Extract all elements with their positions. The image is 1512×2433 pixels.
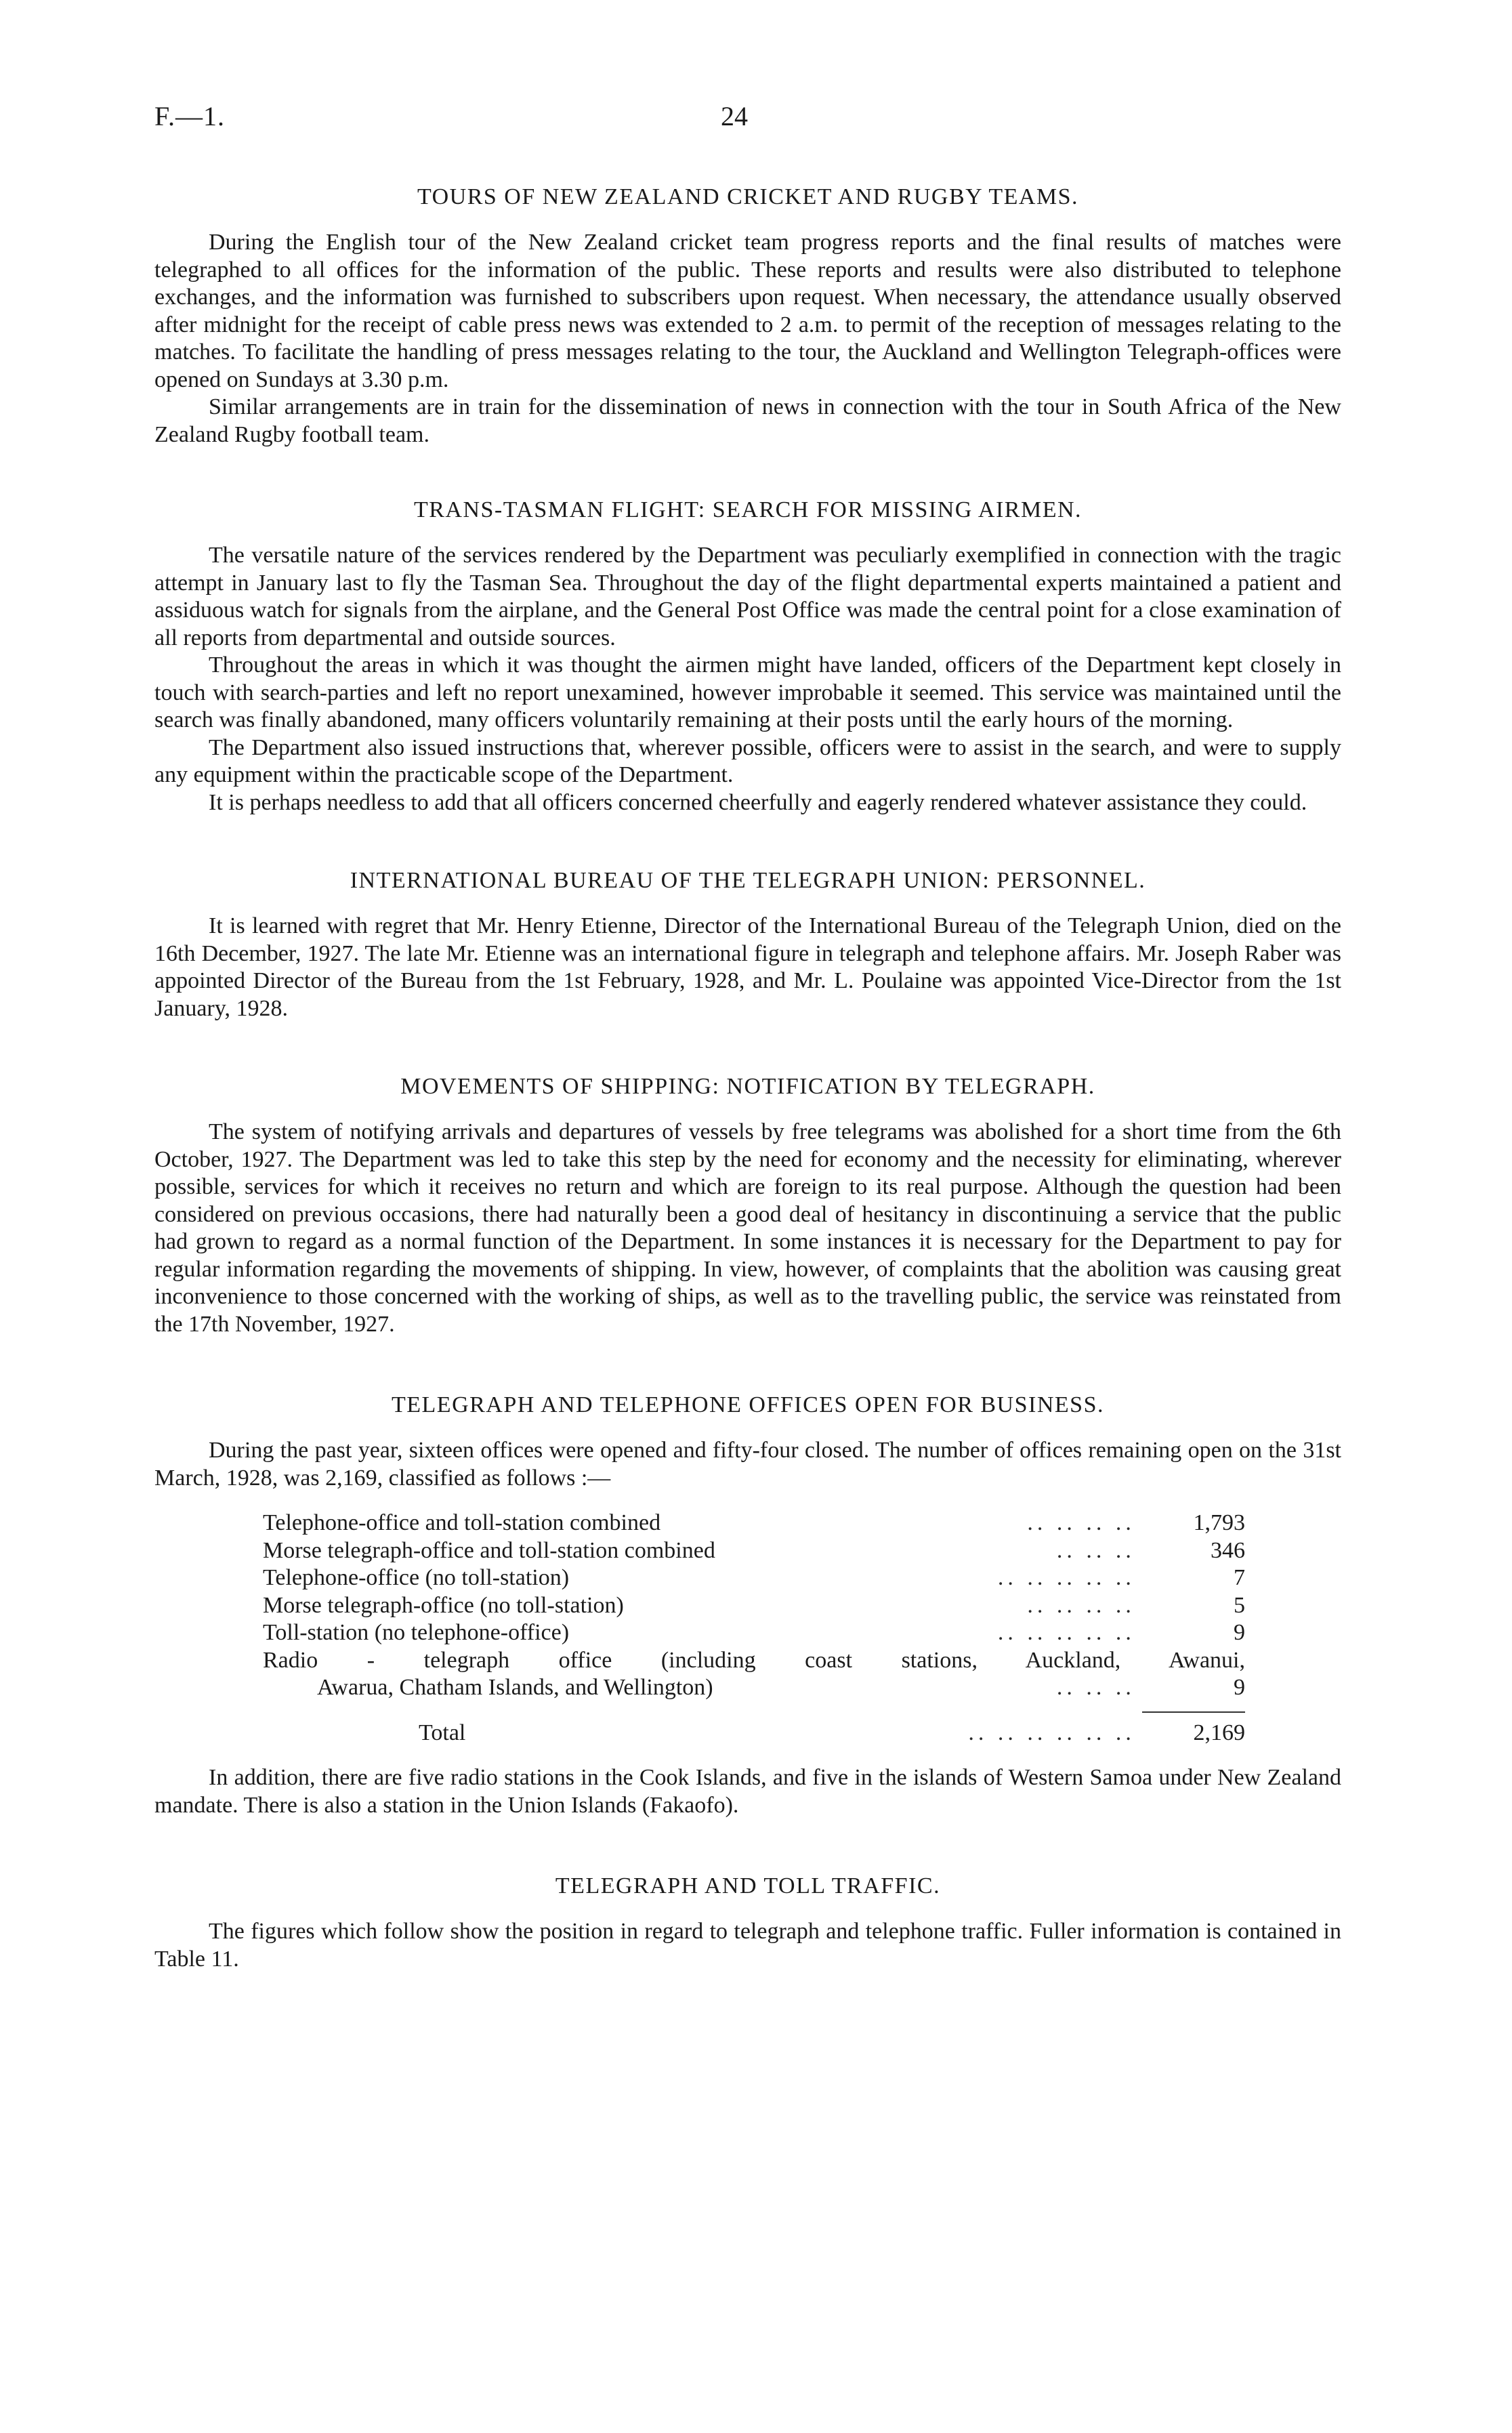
paragraph: During the English tour of the New Zealand cricket team progress reports and the final results of matches were telegraphed to all offices for the information of the public. These reports and results were also distributed to telephone exchanges, and the information was furnished to subscribers upon request. When necessary, the attendance usually observed after midnight for the receipt of cable press news was extended to 2 a.m. to permit of the reception of messages relating to the matches. To facilitate the handling of press messages relating to the tour, the Auckland and Wellington Telegraph-offices were opened on Sundays at 3.30 p.m. xyxy=(154,230,1341,392)
row-label: Telephone-office (no toll-station) xyxy=(263,1565,570,1590)
table-row: Telephone-office (no toll-station) .. .. .. .. .. 7 xyxy=(263,1564,1245,1592)
section-offices-open xyxy=(154,1391,1341,1819)
paragraph: Similar arrangements are in train for the dissemination of news in connection with the tour in South Africa of the New Zealand Rugby football team. xyxy=(154,394,1341,447)
paragraph: The figures which follow show the position in regard to telegraph and telephone traffic. Fuller information is contained in Table 11. xyxy=(154,1919,1341,1972)
table-row: Toll-station (no telephone-office) .. .. .. .. .. 9 xyxy=(263,1619,1245,1647)
page-number: 24 xyxy=(721,101,748,131)
table-total-row: Total .. .. .. .. .. .. 2,169 xyxy=(263,1713,1245,1747)
row-value: 346 xyxy=(1211,1537,1245,1563)
section-international-bureau xyxy=(154,867,1341,1022)
offices-classification-table xyxy=(263,1510,1245,1747)
section-heading: TOURS OF NEW ZEALAND CRICKET AND RUGBY TEAMS. xyxy=(417,184,1079,209)
row-label: Morse telegraph-office (no toll-station) xyxy=(263,1592,624,1618)
document-code: F.—1. xyxy=(154,101,226,131)
paragraph: The versatile nature of the services rendered by the Department was peculiarly exemplified in connection with the tragic attempt in January last to fly the Tasman Sea. Throughout the day of the flight departmental experts maintained a patient and assiduous watch for signals from the airplane, and the General Post Office was made the central point for a close examination of all reports from departmental and outside sources. xyxy=(154,543,1341,650)
row-label: Radio - telegraph office (including coast stations, Auckland, Awanui, xyxy=(263,1647,1245,1673)
paragraph: Throughout the areas in which it was thought the airmen might have landed, officers of the Department kept closely in touch with search-parties and left no report unexamined, however improbable it seemed. This service was maintained until the search was finally abandoned, many officers voluntarily remaining at their posts until the early hours of the morning. xyxy=(154,652,1341,732)
row-label: Telephone-office and toll-station combined xyxy=(263,1510,661,1535)
section-trans-tasman-flight xyxy=(154,496,1341,816)
total-value: 2,169 xyxy=(1193,1720,1245,1745)
table-row: Morse telegraph-office and toll-station combined .. .. .. 346 xyxy=(263,1537,1245,1565)
table-row: Morse telegraph-office (no toll-station) .. .. .. .. 5 xyxy=(263,1592,1245,1620)
table-row xyxy=(263,1647,1245,1675)
row-value: 9 xyxy=(1234,1620,1245,1645)
paragraph: In addition, there are five radio stations in the Cook Islands, and five in the islands of Western Samoa under New Zealand mandate. There is also a station in the Union Islands (Fakaofo). xyxy=(154,1765,1341,1818)
section-shipping-movements xyxy=(154,1073,1341,1338)
row-value: 1,793 xyxy=(1193,1510,1245,1535)
page-header xyxy=(154,100,1355,141)
section-heading: TRANS-TASMAN FLIGHT: SEARCH FOR MISSING AIRMEN. xyxy=(413,497,1083,522)
row-label: Morse telegraph-office and toll-station combined xyxy=(263,1537,715,1563)
section-heading: INTERNATIONAL BUREAU OF THE TELEGRAPH UNION: PERSONNEL. xyxy=(350,868,1146,893)
section-cricket-rugby-tours xyxy=(154,183,1341,449)
row-value: 5 xyxy=(1234,1592,1245,1618)
paragraph: During the past year, sixteen offices were opened and fifty-four closed. The number of offices remaining open on the 31st March, 1928, was 2,169, classified as follows :— xyxy=(154,1438,1341,1491)
row-label: Toll-station (no telephone-office) xyxy=(263,1620,570,1645)
total-label: Total xyxy=(419,1720,466,1745)
paragraph: The system of notifying arrivals and departures of vessels by free telegrams was abolished for a short time from the 6th October, 1927. The Department was led to take this step by the need for economy and the necessity for eliminating, wherever possible, services for which it receives no return and which are foreign to its real purpose. Although the question had been considered on previous occasions, there had naturally been a good deal of hesitancy in discontinuing a service that the public had grown to regard as a normal function of the Department. In some instances it is necessary for the Department to pay for regular information regarding the movements of shipping. In view, however, of complaints that the abolition was causing great inconvenience to those concerned with the working of ships, as well as to the travelling public, the service was reinstated from the 17th November, 1927. xyxy=(154,1119,1341,1337)
paragraph: It is learned with regret that Mr. Henry Etienne, Director of the International Bureau of the Telegraph Union, died on the 16th December, 1927. The late Mr. Etienne was an international figure in telegraph and telephone affairs. Mr. Joseph Raber was appointed Director of the Bureau from the 1st February, 1928, and Mr. L. Poulaine was appointed Vice-Director from the 1st January, 1928. xyxy=(154,913,1341,1021)
section-telegraph-toll-traffic xyxy=(154,1872,1341,1973)
section-heading: MOVEMENTS OF SHIPPING: NOTIFICATION BY TELEGRAPH. xyxy=(400,1074,1095,1099)
page-content xyxy=(154,183,1341,1973)
row-label: Awarua, Chatham Islands, and Wellington) xyxy=(317,1675,713,1700)
row-value: 7 xyxy=(1234,1565,1245,1590)
paragraph: It is perhaps needless to add that all officers concerned cheerfully and eagerly rendered whatever assistance they could. xyxy=(209,789,1307,815)
section-heading: TELEGRAPH AND TELEPHONE OFFICES OPEN FOR BUSINESS. xyxy=(392,1392,1104,1417)
section-heading: TELEGRAPH AND TOLL TRAFFIC. xyxy=(555,1873,941,1898)
table-row: Telephone-office and toll-station combined .. .. .. .. 1,793 xyxy=(263,1510,1245,1537)
paragraph: The Department also issued instructions that, wherever possible, officers were to assist in the search, and were to supply any equipment within the practicable scope of the Department. xyxy=(154,734,1341,787)
table-row: Awarua, Chatham Islands, and Wellington) .. .. .. 9 xyxy=(263,1674,1245,1702)
row-value: 9 xyxy=(1234,1675,1245,1700)
